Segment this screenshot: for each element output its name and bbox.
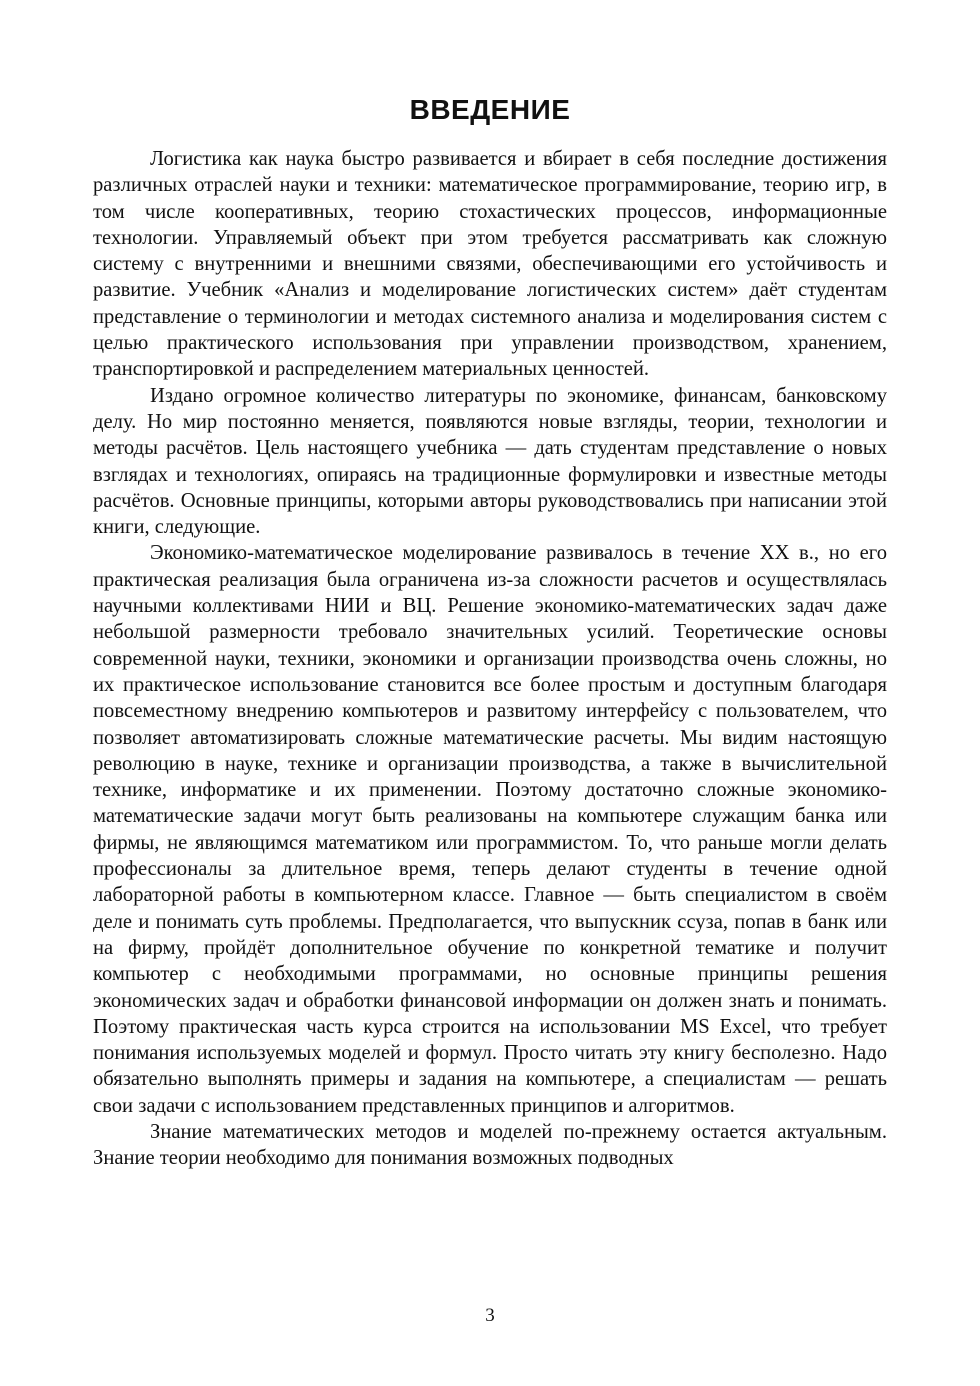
page-number: 3: [485, 1305, 495, 1326]
paragraph-3: Экономико-математическое моделирование развивалось в течение XX в., но его практическая реализация была ограничена из-за сложности расчетов и осуществлялась научными коллективами НИИ и ВЦ. Решение экономико-математических задач даже небольшой размерности требовало значительных усилий. Теоретические основы современной науки, техники, экономики и организации производства очень сложны, но их практическое использование становится все более простым и доступным благодаря повсеместному внедрению компьютеров и развитому интерфейсу с пользователем, что позволяет автоматизировать сложные математические расчеты. Мы видим настоящую революцию в науке, технике и организации производства, а также в вычислительной технике, информатике и их применении. Поэтому достаточно сложные экономико-математические задачи могут быть реализованы на компьютере служащим банка или фирмы, не являющимся математиком или программистом. То, что раньше могли делать профессионалы за длительное время, теперь делают студенты в течение одной лабораторной работы в компьютерном классе. Главное — быть специалистом в своём деле и понимать суть проблемы. Предполагается, что выпускник ссуза, попав в банк или на фирму, пройдёт дополнительное обучение по конкретной тематике и получит компьютер с необходимыми программами, но основные принципы решения экономических задач и обработки финансовой информации он должен знать и понимать. Поэтому практическая часть курса строится на использовании MS Excel, что требует понимания используемых моделей и формул. Просто читать эту книгу бесполезно. Надо обязательно выполнять примеры и задания на компьютере, а специалистам — решать свои задачи с использованием представленных принципов и алгоритмов.: [93, 542, 887, 1117]
paragraph-4: Знание математических методов и моделей по-прежнему остается актуальным. Знание теории необходимо для понимания возможных подводных: [93, 1120, 887, 1170]
paragraph-1: Логистика как наука быстро развивается и вбирает в себя последние достижения различных отраслей науки и техники: математическое программирование, теорию игр, в том числе кооперативных, теорию стохастических процессов, информационные технологии. Управляемый объект при этом требуется рассматривать как сложную систему с внутренними и внешними связями, обеспечивающими его устойчивость и развитие. Учебник «Анализ и моделирование логистических систем» даёт студентам представление о терминологии и методах системного анализа и моделирования систем с целью практического использования при управлении производством, хранением, транспортировкой и распределением материальных ценностей.: [93, 148, 887, 381]
page-title: ВВЕДЕНИЕ: [409, 94, 571, 125]
body-text: [93, 146, 887, 1172]
paragraph-2: Издано огромное количество литературы по экономике, финансам, банковскому делу. Но мир постоянно меняется, появляются новые взгляды, теории, технологии и методы расчётов. Цель настоящего учебника — дать студентам представление о новых взглядах и технологиях, опираясь на традиционные формулировки и известные методы расчётов. Основные принципы, которыми авторы руководствовались при написании этой книги, следующие.: [93, 384, 887, 539]
